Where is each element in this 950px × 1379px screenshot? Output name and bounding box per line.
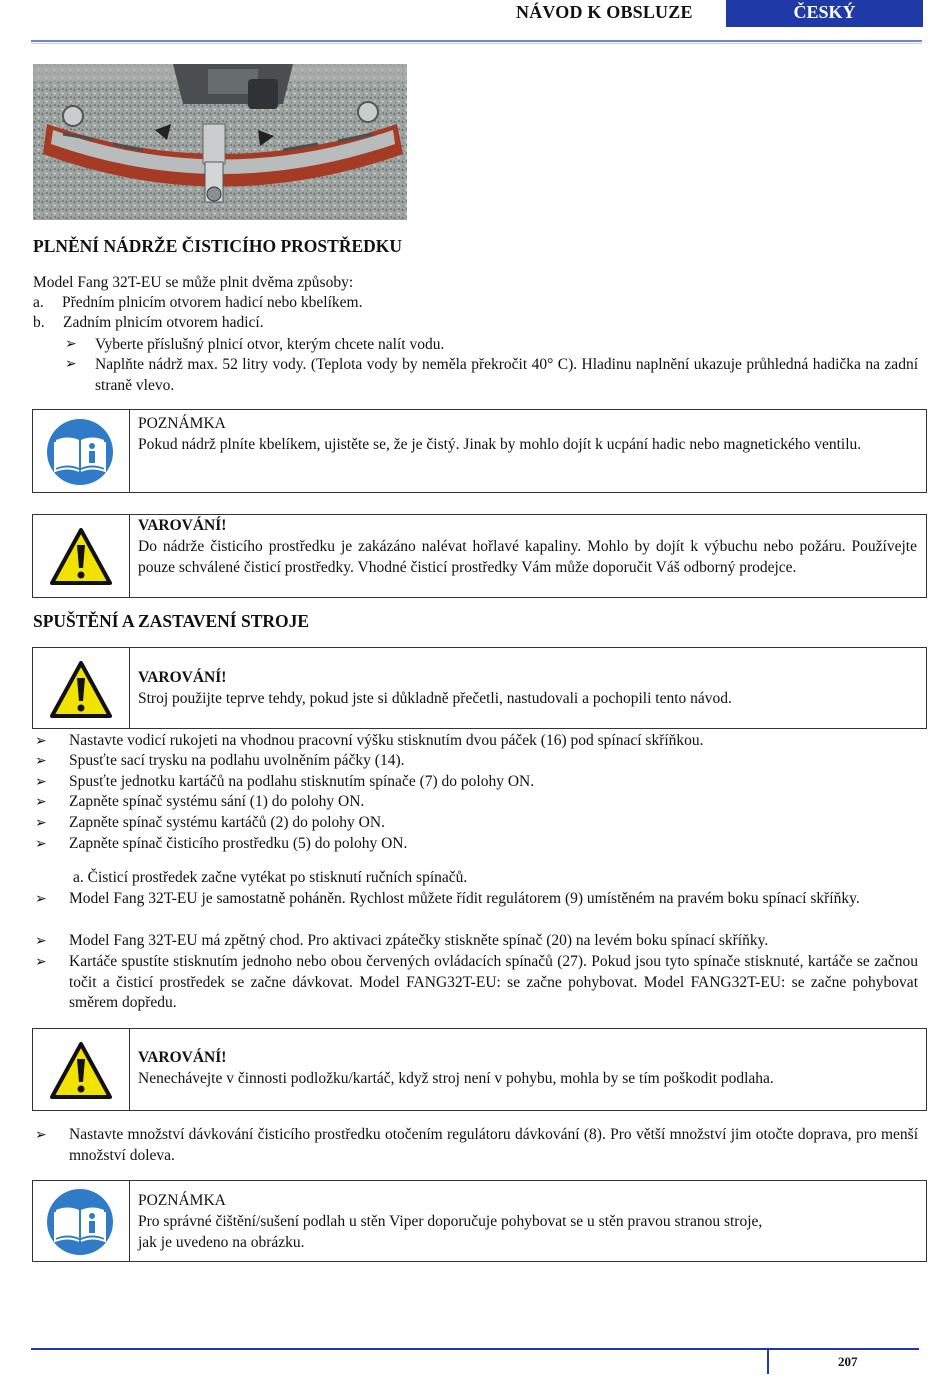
warning-text: Nenechávejte v činnosti podložku/kartáč, když stroj není v pohybu, mohla by se tím poškodit podlaha. — [138, 1070, 774, 1087]
step-item: Zapněte spínač čisticího prostředku (5) do polohy ON. — [69, 835, 408, 852]
info-book-icon — [46, 418, 114, 486]
info-book-icon — [46, 1188, 114, 1256]
warning-triangle-icon — [50, 661, 112, 719]
step-item: Model Fang 32T-EU má zpětný chod. Pro aktivaci zpátečky stiskněte spínač (20) na levém boku spínací skříňky. — [69, 932, 769, 949]
warning-title: VAROVÁNÍ! — [138, 1049, 227, 1066]
arrow-bullet-icon: ➢ — [65, 337, 77, 352]
bullet-text: Naplňte nádrž max. 52 litry vody. (Teplota vody by neměla překročit 40° C). Hladinu naplnění ukazuje průhledná hadička na zadní straně vlevo. — [95, 356, 918, 394]
note-text-line1: Pro správné čištění/sušení podlah u stěn Viper doporučuje pohybovat se u stěn pravou stranou stroje, — [138, 1213, 763, 1230]
option-b-text: Zadním plnicím otvorem hadicí. — [63, 314, 264, 331]
option-a-text: Předním plnicím otvorem hadicí nebo kbelíkem. — [62, 294, 363, 311]
arrow-bullet-icon: ➢ — [35, 734, 47, 749]
bullet-text: Vyberte příslušný plnicí otvor, kterým chcete nalít vodu. — [95, 336, 445, 353]
arrow-bullet-icon: ➢ — [35, 837, 47, 852]
note-box — [32, 1180, 927, 1262]
warning-triangle-icon — [50, 528, 112, 586]
step-item: Spusťte sací trysku na podlahu uvolněním páčky (14). — [69, 752, 405, 769]
squeegee-photo — [33, 64, 407, 220]
section-heading-start-stop: SPUŠTĚNÍ A ZASTAVENÍ STROJE — [33, 611, 310, 631]
step-item: Nastavte vodicí rukojeti na vhodnou pracovní výšku stisknutím dvou páček (16) pod spínací skříňkou. — [69, 732, 704, 749]
note-text-line2: jak je uvedeno na obrázku. — [138, 1234, 305, 1251]
footer-divider-tick — [767, 1350, 769, 1374]
note-text: Pokud nádrž plníte kbelíkem, ujistěte se, že je čistý. Jinak by mohlo dojít k ucpání hadic nebo magnetického ventilu. — [138, 436, 862, 453]
document-title: NÁVOD K OBSLUZE — [516, 2, 693, 22]
step-item: Spusťte jednotku kartáčů na podlahu stisknutím spínače (7) do polohy ON. — [69, 773, 535, 790]
arrow-bullet-icon: ➢ — [35, 775, 47, 790]
arrow-bullet-icon: ➢ — [35, 934, 47, 949]
warning-box — [32, 1028, 927, 1111]
step-subnote: a. Čisticí prostředek začne vytékat po stisknutí ručních spínačů. — [73, 869, 468, 886]
warning-box — [32, 647, 927, 729]
arrow-bullet-icon: ➢ — [35, 892, 47, 907]
step-item: Kartáče spustíte stisknutím jednoho nebo obou červených ovládacích spínačů (27). Pokud jsou tyto spínače stisknuté, kartáče se začnou točit a čisticí prostředek se začne dávkovat. Model FANG32T-EU: se začne pohybovat. Model FANG32T-EU: se začne pohybovat směrem dopředu. — [69, 953, 918, 1011]
warning-text: Do nádrže čisticího prostředku je zakázáno nalévat hořlavé kapaliny. Mohlo by dojít k výbuchu nebo požáru. Používejte pouze schválené čisticí prostředky. Vhodné čisticí prostředky Vám může doporučit Váš odborný prodejce. — [138, 538, 917, 576]
arrow-bullet-icon: ➢ — [35, 795, 47, 810]
step-item: Zapněte spínač systému kartáčů (2) do polohy ON. — [69, 814, 385, 831]
arrow-bullet-icon: ➢ — [35, 1128, 47, 1143]
option-b-marker: b. — [33, 314, 45, 331]
warning-title: VAROVÁNÍ! — [138, 669, 227, 686]
option-a-marker: a. — [33, 294, 44, 311]
page-number: 207 — [838, 1354, 858, 1369]
note-title: POZNÁMKA — [138, 1192, 226, 1209]
warning-text: Stroj použijte teprve tehdy, pokud jste si důkladně přečetli, nastudovali a pochopili tento návod. — [138, 690, 732, 707]
step-item: Zapněte spínač systému sání (1) do polohy ON. — [69, 793, 365, 810]
arrow-bullet-icon: ➢ — [35, 955, 47, 970]
arrow-bullet-icon: ➢ — [65, 357, 77, 372]
footer-divider — [31, 1348, 919, 1350]
note-title: POZNÁMKA — [138, 415, 226, 432]
step-item: Model Fang 32T-EU je samostatně poháněn. Rychlost můžete řídit regulátorem (9) umístěném na pravém boku spínací skříňky. — [69, 890, 860, 907]
step-item: Nastavte množství dávkování čisticího prostředku otočením regulátoru dávkování (8). Pro větší množství jim otočte doprava, pro menší množství doleva. — [69, 1126, 918, 1164]
section-heading-filling: PLNĚNÍ NÁDRŽE ČISTICÍHO PROSTŘEDKU — [33, 236, 403, 256]
note-box — [32, 409, 927, 493]
arrow-bullet-icon: ➢ — [35, 816, 47, 831]
warning-box — [32, 514, 927, 598]
warning-triangle-icon — [50, 1042, 112, 1100]
language-tab: ČESKÝ — [726, 0, 923, 27]
warning-title: VAROVÁNÍ! — [138, 517, 227, 534]
intro-text: Model Fang 32T-EU se může plnit dvěma způsoby: — [33, 274, 354, 291]
header-divider-shadow — [31, 43, 922, 44]
arrow-bullet-icon: ➢ — [35, 754, 47, 769]
header-divider — [31, 40, 922, 42]
